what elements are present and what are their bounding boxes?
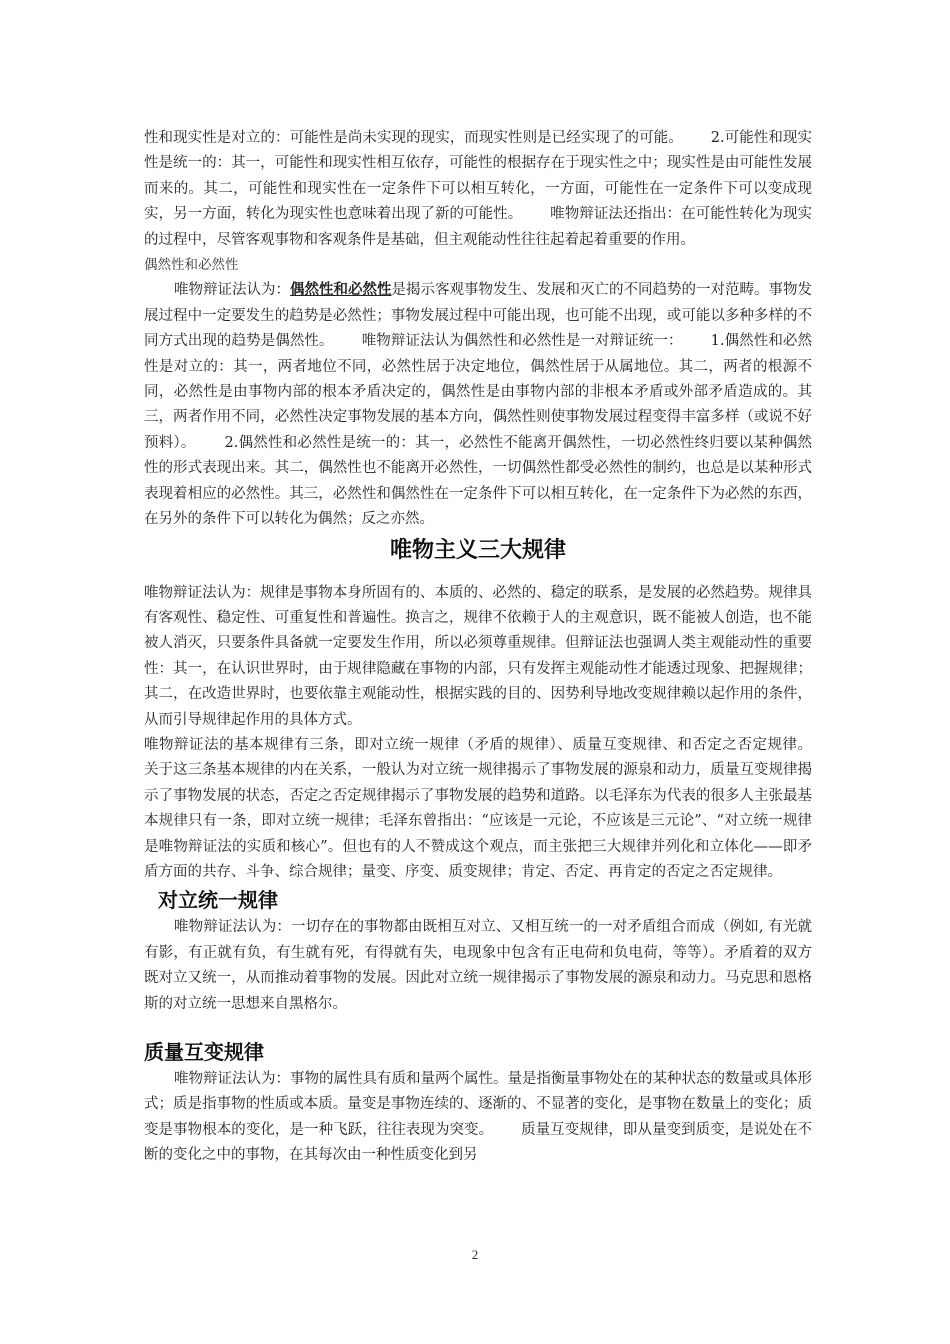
heading-unity-of-opposites: 对立统一规律 bbox=[158, 888, 278, 913]
keyword-accidental-necessity: 偶然性和必然性 bbox=[290, 282, 392, 299]
paragraph-quantity-quality: 唯物辩证法认为：事物的属性具有质和量两个属性。量是指衡量事物处在的某种状态的数量或具体形式；质是指事物的性质或本质。量变是事物连续的、逐渐的、不显著的变化，是事物在数量上的变化；质变是事物根本的变化，是一种飞跃，往往表现为突变。 质量互变规律，即从量变到质变，是说处在不断的变化之中的事物，在其每次由一种性质变化到另 bbox=[144, 1071, 812, 1164]
heading-three-laws: 唯物主义三大规律 bbox=[389, 537, 566, 563]
document-body bbox=[144, 126, 840, 1169]
label-accidental-necessity: 偶然性和必然性 bbox=[144, 257, 239, 274]
paragraph-unity-of-opposites: 唯物辩证法认为：一切存在的事物都由既相互对立、又相互统一的一对矛盾组合而成（例如, 有光就有影，有正就有负，有生就有死，有得就有失，电现象中包含有正电荷和负电荷，等等）。矛盾着的双方既对立又统一，从而推动着事物的发展。因此对立统一规律揭示了事物发展的源泉和动力。马克思和恩格斯的对立统一思想来自黑格尔。 bbox=[144, 919, 812, 1012]
paragraph-rest: 是揭示客观事物发生、发展和灭亡的不同趋势的一对范畴。事物发展过程中一定要发生的趋势是必然性；事物发展过程中可能出现，也可能不出现，或可能以多种多样的不同方式出现的趋势是偶然性。 唯物辩证法认为偶然性和必然性是一对辩证统一： 1.偶然性和必然性是对立的：其一，两者地位不同，必然性居于决定地位，偶然性居于从属地位。其二，两者的根源不同，必然性是由事物内部的根本矛盾决定的，偶然性是由事物内部的非根本矛盾或外部矛盾造成的。其三，两者作用不同，必然性决定事物发展的基本方向，偶然性则使事物发展过程变得丰富多样（或说不好预料）。 2.偶然性和必然性是统一的：其一，必然性不能离开偶然性，一切必然性终归要以某种偶然性的形式表现出来。其二，偶然性也不能离开必然性，一切偶然性都受必然性的制约，也总是以某种形式表现着相应的必然性。其三，必然性和偶然性在一定条件下可以相互转化，在一定条件下为必然的东西，在另外的条件下可以转化为偶然；反之亦然。 bbox=[144, 282, 812, 528]
page-number: 2 bbox=[471, 1247, 479, 1262]
paragraph-possibility: 性和现实性是对立的：可能性是尚未实现的现实，而现实性则是已经实现了的可能。 2.可能性和现实性是统一的：其一，可能性和现实性相互依存，可能性的根据存在于现实性之中；现实性是由可能性发展而来的。其二，可能性和现实性在一定条件下可以相互转化，一方面，可能性在一定条件下可以变成现实，另一方面，转化为现实性也意味着出现了新的可能性。 唯物辩证法还指出：在可能性转化为现实的过程中，尽管客观事物和客观条件是基础，但主观能动性往往起着起着重要的作用。 bbox=[144, 130, 812, 248]
paragraph-lead: 唯物辩证法认为： bbox=[174, 282, 290, 299]
paragraph-basic-laws: 唯物辩证法的基本规律有三条，即对立统一规律（矛盾的规律）、质量互变规律、和否定之否定规律。 关于这三条基本规律的内在关系，一般认为对立统一规律揭示了事物发展的源泉和动力，质量互变规律揭示了事物发展的状态，否定之否定规律揭示了事物发展的趋势和道路。以毛泽东为代表的很多人主张最基本规律只有一条，即对立统一规律；毛泽东曾指出：“应该是一元论，不应该是三元论”、“对立统一规律是唯物辩证法的实质和核心”。但也有的人不赞成这个观点，而主张把三大规律并列化和立体化——即矛盾方面的共存、斗争、综合规律；量变、序变、质变规律；肯定、否定、再肯定的否定之否定规律。 bbox=[144, 736, 840, 880]
paragraph-laws-definition: 唯物辩证法认为：规律是事物本身所固有的、本质的、必然的、稳定的联系，是发展的必然趋势。规律具有客观性、稳定性、可重复性和普遍性。换言之，规律不依赖于人的主观意识，既不能被人创造，也不能被人消灭，只要条件具备就一定要发生作用，所以必须尊重规律。但辩证法也强调人类主观能动性的重要性：其一，在认识世界时，由于规律隐藏在事物的内部，只有发挥主观能动性才能透过现象、把握规律；其二，在改造世界时，也要依靠主观能动性，根据实践的目的、因势利导地改变规律赖以起作用的条件，从而引导规律起作用的具体方式。 bbox=[144, 584, 812, 728]
paragraph-accidental-necessity bbox=[144, 278, 812, 532]
heading-quantity-quality: 质量互变规律 bbox=[144, 1040, 264, 1064]
